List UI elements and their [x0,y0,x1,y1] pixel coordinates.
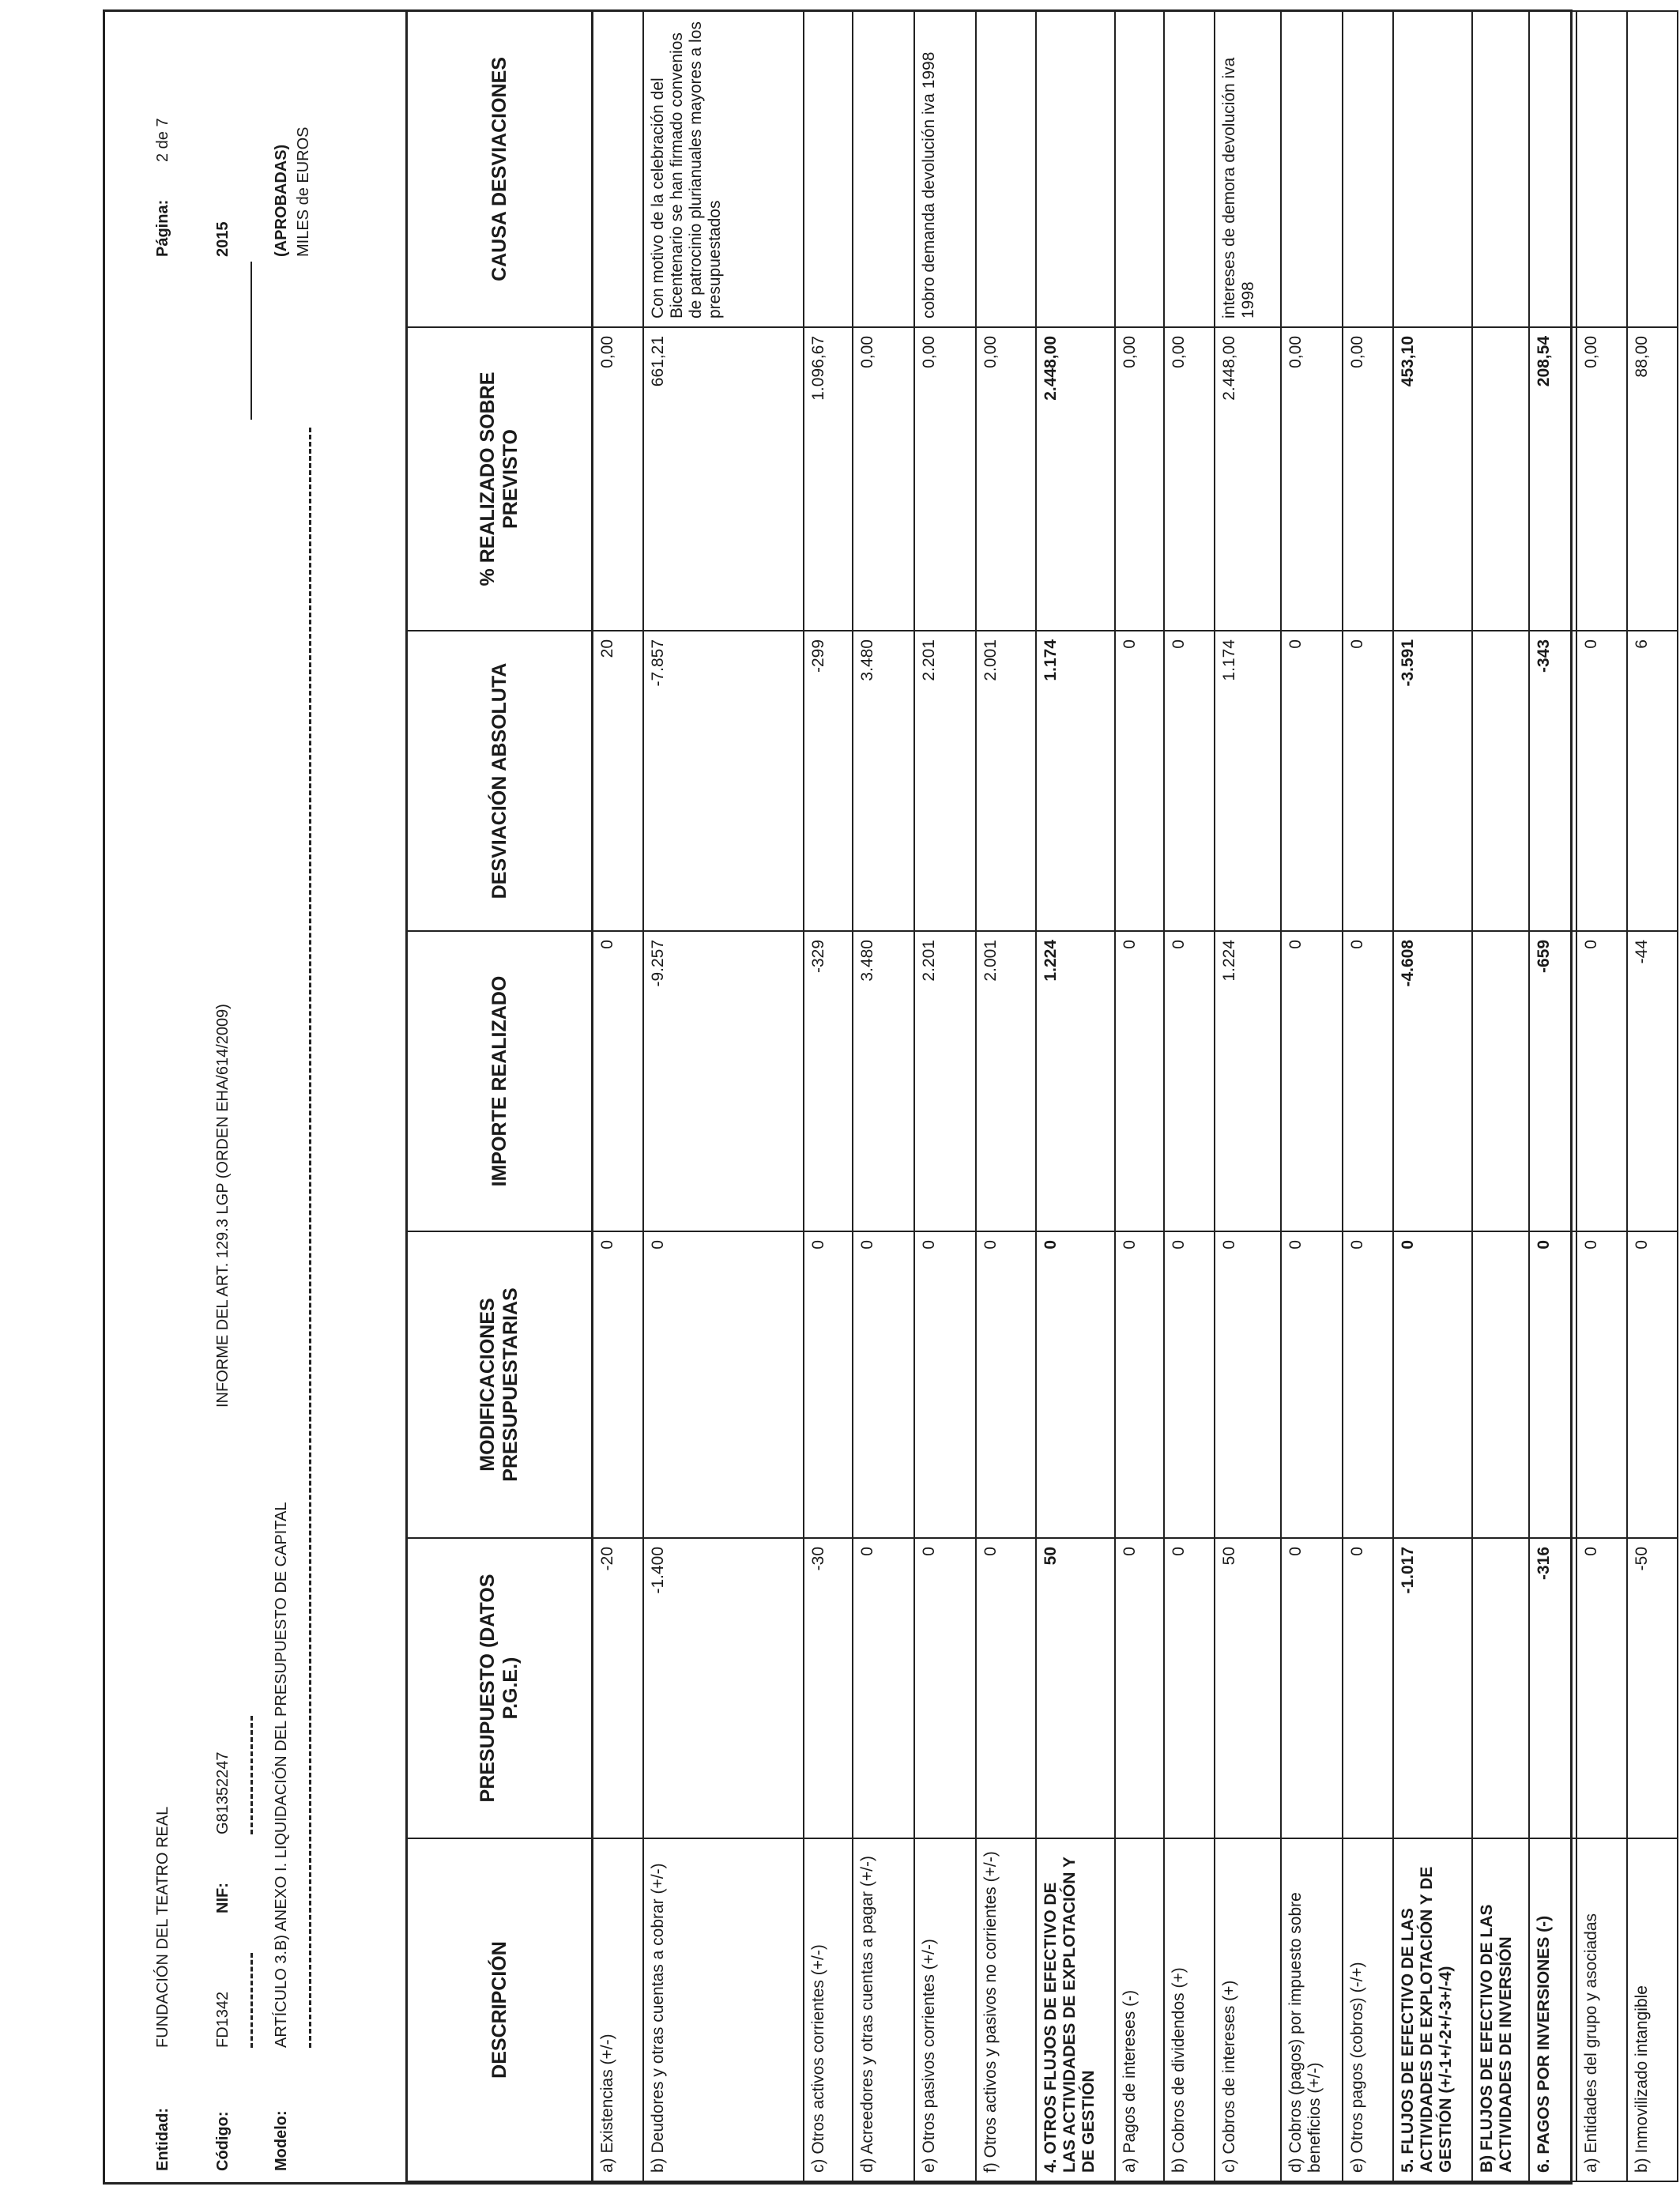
cell-porcentaje: 2.448,00 [1215,327,1281,631]
table-row [1164,11,1215,2181]
cell-porcentaje: 453,10 [1393,327,1472,631]
cell-importe: 3.480 [853,931,914,1231]
cell-desc: d) Cobros (pagos) por impuesto sobre beneficios (+/-) [1281,1838,1343,2181]
cell-modificaciones: 0 [853,1231,914,1538]
cell-porcentaje: 0,00 [914,327,976,631]
cell-porcentaje: 2.448,00 [1036,327,1115,631]
cell-causa [593,11,643,327]
cell-desviacion: -343 [1529,631,1576,931]
cell-importe: 0 [1115,931,1164,1231]
cell-modificaciones: 0 [1529,1231,1576,1538]
cell-importe: 0 [1164,931,1215,1231]
cell-desviacion: -7.857 [643,631,804,931]
cell-importe: -44 [1627,931,1678,1231]
cell-modificaciones: 0 [643,1231,804,1538]
cell-causa [1529,11,1576,327]
cell-importe: 0 [593,931,643,1231]
cell-presupuesto: 0 [914,1538,976,1838]
cell-modificaciones: 0 [593,1231,643,1538]
table-row [643,11,804,2181]
pagina-label: Página: [154,199,171,257]
table-row [804,11,853,2181]
cell-porcentaje [1472,327,1529,631]
cell-modificaciones: 0 [1627,1231,1678,1538]
col-importe: IMPORTE REALIZADO [407,931,593,1231]
page-frame [103,9,1651,2185]
cell-causa [853,11,914,327]
cell-desviacion: 1.174 [1036,631,1115,931]
cell-causa [1115,11,1164,327]
cell-porcentaje: 0,00 [1343,327,1393,631]
cell-causa: Con motivo de la celebración del Bicentenario se han firmado convenios de patrocinio plurianuales mayores a los presupuestados [643,11,804,327]
codigo-underline [250,1953,253,2048]
cell-desc: 4. OTROS FLUJOS DE EFECTIVO DE LAS ACTIVIDADES DE EXPLOTACIÓN Y DE GESTIÓN [1036,1838,1115,2181]
cell-desc: d) Acreedores y otras cuentas a pagar (+/-) [853,1838,914,2181]
table-row [853,11,914,2181]
table-row [914,11,976,2181]
cell-porcentaje: 88,00 [1627,327,1678,631]
year: 2015 [214,221,232,257]
cell-desviacion: -299 [804,631,853,931]
cell-desc: e) Otros pasivos corrientes (+/-) [914,1838,976,2181]
cell-modificaciones: 0 [804,1231,853,1538]
cell-desviacion: 0 [1164,631,1215,931]
cell-importe: -659 [1529,931,1576,1231]
nif-underline [250,1716,253,1834]
cell-importe [1472,931,1529,1231]
cell-porcentaje: 0,00 [1281,327,1343,631]
cell-desviacion: 2.201 [914,631,976,931]
cell-desc: a) Entidades del grupo y asociadas [1576,1838,1627,2181]
col-presupuesto: PRESUPUESTO (DATOS P.G.E.) [407,1538,593,1838]
table-row [1529,11,1576,2181]
cell-desc: e) Otros pagos (cobros) (-/+) [1343,1838,1393,2181]
cell-modificaciones: 0 [1393,1231,1472,1538]
codigo-label: Código: [214,2111,232,2171]
cell-porcentaje: 0,00 [1164,327,1215,631]
col-desviacion: DESVIACIÓN ABSOLUTA [407,631,593,931]
cell-desc: a) Existencias (+/-) [593,1838,643,2181]
cell-importe: 2.201 [914,931,976,1231]
cell-presupuesto: 50 [1215,1538,1281,1838]
cell-causa [1472,11,1529,327]
cell-importe: -4.608 [1393,931,1472,1231]
cell-desc: 5. FLUJOS DE EFECTIVO DE LAS ACTIVIDADES DE EXPLOTACIÓN Y DE GESTIÓN (+/-1+/-2+/-3+/-4) [1393,1838,1472,2181]
cell-causa [1576,11,1627,327]
cell-causa [1164,11,1215,327]
cell-desc: f) Otros activos y pasivos no corrientes (+/-) [976,1838,1036,2181]
cell-modificaciones: 0 [1576,1231,1627,1538]
col-porcentaje: % REALIZADO SOBRE PREVISTO [407,327,593,631]
table-row [1215,11,1281,2181]
cell-modificaciones: 0 [976,1231,1036,1538]
cell-presupuesto: 0 [976,1538,1036,1838]
cell-desviacion: 20 [593,631,643,931]
modelo-underline [309,428,311,2048]
cell-desc: b) Inmovilizado intangible [1627,1838,1678,2181]
cell-presupuesto: 0 [1115,1538,1164,1838]
cell-porcentaje: 661,21 [643,327,804,631]
cell-porcentaje: 0,00 [853,327,914,631]
table-header-row [407,11,593,2181]
cell-desviacion: 0 [1343,631,1393,931]
cell-porcentaje: 1.096,67 [804,327,853,631]
cell-porcentaje: 0,00 [593,327,643,631]
cell-importe: -329 [804,931,853,1231]
cell-desc: b) Deudores y otras cuentas a cobrar (+/-) [643,1838,804,2181]
liquidacion-table [405,10,1678,2182]
table-row [1627,11,1678,2181]
entidad-value: FUNDACIÓN DEL TEATRO REAL [154,1806,171,2048]
cell-porcentaje: 0,00 [1115,327,1164,631]
nif-value: G81352247 [214,1751,232,1834]
cell-porcentaje: 208,54 [1529,327,1576,631]
cell-presupuesto: -316 [1529,1538,1576,1838]
cell-modificaciones: 0 [1215,1231,1281,1538]
rotated-report [105,12,1651,2182]
cell-importe: 1.224 [1215,931,1281,1231]
nif-label: NIF: [214,1883,232,1913]
cell-importe: 0 [1576,931,1627,1231]
cell-desc: c) Otros activos corrientes (+/-) [804,1838,853,2181]
table-row [1472,11,1529,2181]
cell-modificaciones: 0 [1115,1231,1164,1538]
col-causa: CAUSA DESVIACIONES [407,11,593,327]
table-row [1343,11,1393,2181]
table-row [976,11,1036,2181]
cell-porcentaje: 0,00 [1576,327,1627,631]
cell-modificaciones: 0 [1281,1231,1343,1538]
cell-modificaciones: 0 [1343,1231,1393,1538]
col-modificaciones: MODIFICACIONES PRESUPUESTARIAS [407,1231,593,1538]
cell-desviacion: 1.174 [1215,631,1281,931]
table-row [593,11,643,2181]
cell-presupuesto: -1.400 [643,1538,804,1838]
col-descripcion: DESCRIPCIÓN [407,1838,593,2181]
cell-causa [1393,11,1472,327]
year-line [250,262,252,420]
cell-importe: 1.224 [1036,931,1115,1231]
cell-presupuesto: -1.017 [1393,1538,1472,1838]
table-row [1393,11,1472,2181]
cell-importe: 0 [1281,931,1343,1231]
cell-causa [804,11,853,327]
cell-desviacion: 3.480 [853,631,914,931]
cell-causa [1281,11,1343,327]
cell-desc: c) Cobros de intereses (+) [1215,1838,1281,2181]
cell-desc: a) Pagos de intereses (-) [1115,1838,1164,2181]
table-row [1576,11,1627,2181]
cell-desviacion: 0 [1576,631,1627,931]
cell-presupuesto [1472,1538,1529,1838]
cell-desc: b) Cobros de dividendos (+) [1164,1838,1215,2181]
unidades: MILES de EUROS [295,126,312,257]
modelo-value: ARTÍCULO 3.B) ANEXO I. LIQUIDACIÓN DEL PRESUPUESTO DE CAPITAL [273,1502,290,2048]
cell-presupuesto: -20 [593,1538,643,1838]
cell-desviacion: 2.001 [976,631,1036,931]
cell-modificaciones: 0 [1164,1231,1215,1538]
cell-causa [1036,11,1115,327]
codigo-value: FD1342 [214,1991,232,2048]
cell-modificaciones: 0 [1036,1231,1115,1538]
pagina-value: 2 de 7 [154,118,171,162]
cell-presupuesto: 0 [1343,1538,1393,1838]
cell-importe: 2.001 [976,931,1036,1231]
table-row [1036,11,1115,2181]
entidad-label: Entidad: [154,2108,171,2171]
cell-desviacion: 0 [1281,631,1343,931]
modelo-label: Modelo: [273,2110,290,2171]
cell-causa [1343,11,1393,327]
cell-desc: 6. PAGOS POR INVERSIONES (-) [1529,1838,1576,2181]
aprobadas: (APROBADAS) [273,144,290,257]
cell-presupuesto: -30 [804,1538,853,1838]
cell-modificaciones [1472,1231,1529,1538]
table-row [1281,11,1343,2181]
table-row [1115,11,1164,2181]
cell-importe: -9.257 [643,931,804,1231]
cell-modificaciones: 0 [914,1231,976,1538]
cell-desviacion [1472,631,1529,931]
cell-causa [976,11,1036,327]
cell-presupuesto: -50 [1627,1538,1678,1838]
cell-presupuesto: 50 [1036,1538,1115,1838]
cell-causa: intereses de demora devolución iva 1998 [1215,11,1281,327]
cell-desviacion: 6 [1627,631,1678,931]
cell-presupuesto: 0 [853,1538,914,1838]
cell-causa [1627,11,1678,327]
cell-desviacion: 0 [1115,631,1164,931]
cell-porcentaje: 0,00 [976,327,1036,631]
cell-desc: B) FLUJOS DE EFECTIVO DE LAS ACTIVIDADES DE INVERSIÓN [1472,1838,1529,2181]
informe-title: INFORME DEL ART. 129.3 LGP (ORDEN EHA/614/2009) [214,1004,232,1408]
cell-causa: cobro demanda devolución iva 1998 [914,11,976,327]
cell-presupuesto: 0 [1576,1538,1627,1838]
cell-presupuesto: 0 [1164,1538,1215,1838]
cell-importe: 0 [1343,931,1393,1231]
cell-presupuesto: 0 [1281,1538,1343,1838]
cell-desviacion: -3.591 [1393,631,1472,931]
